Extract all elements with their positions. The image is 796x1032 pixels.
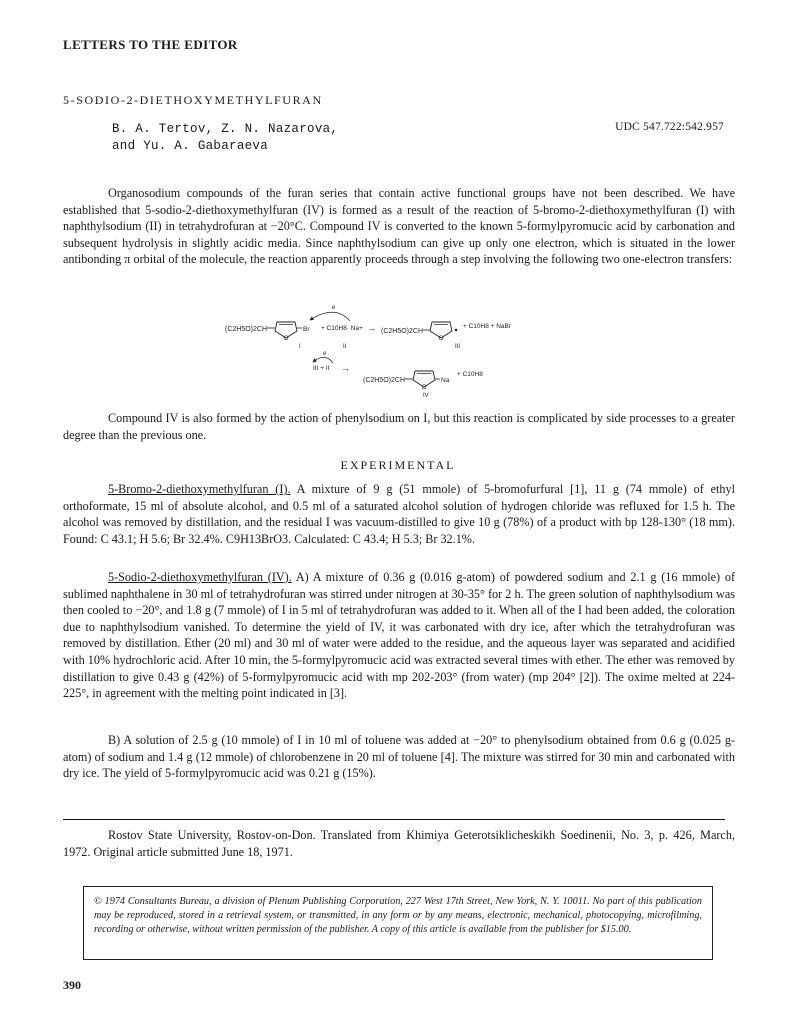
procedure-2-title: 5-Sodio-2-diethoxymethylfuran (IV). — [108, 570, 292, 584]
experimental-procedure-1 — [63, 481, 735, 547]
sodium-label: Na — [441, 377, 450, 384]
electron-transfer-arrow-2 — [313, 357, 333, 363]
intro-paragraph: Organosodium compounds of the furan series that contain active functional groups have not been described. We have established that 5-sodio-2-diethoxymethylfuran (IV) is formed as a result of the reaction of 5-bromo-2-diethoxymethylfuran (I) with naphthylsodium (II) in tetrahydrofuran at −20°C. Compound IV is converted to the known 5-formylpyromucic acid by carbonation and subsequent hydrolysis in slightly acidic media. Since naphthylsodium can give up only one electron, which is situated in the lower antibonding π orbital of the molecule, the reaction apparently proceeds through a step involving the following two one-electron transfers: — [63, 186, 735, 267]
procedure-1-title: 5-Bromo-2-diethoxymethylfuran (I). — [108, 482, 291, 496]
step2-reactants: III + II — [313, 365, 330, 372]
page-number: 390 — [63, 978, 81, 992]
procedure-1-text: A mixture of 9 g (51 mmole) of 5-bromofurfural [1], 11 g (74 mmole) of ethyl orthoformate, 15 ml of absolute alcohol, and 0.5 ml of a saturated alcohol solution of hydrogen chloride was refluxed for 1.5 h. The alcohol was removed by distillation, and the residual I was vacuum-distilled to give 10 g (78%) of a product with bp 128-130° (18 mm). Found: C 43.1; H 5.6; Br 32.4%. C9H13BrO3. Calculated: C 43.4; H 5.3; Br 32.1%. — [63, 482, 735, 546]
copyright-notice: © 1974 Consultants Bureau, a division of Plenum Publishing Corporation, 227 West 17th Street, New York, N. Y. 10011. No part of this publication may be reproduced, stored in a retrieval system, or transmitted, in any form or by any means, electronic, mechanical, photocopying, microfilming, recording or otherwise, without written permission of the publisher. A copy of this article is available from the publisher for $15.00. — [83, 886, 713, 960]
compound-label-II: II — [343, 344, 347, 350]
journal-section-header: LETTERS TO THE EDITOR — [63, 37, 238, 52]
reaction-arrow-1: → — [367, 323, 376, 333]
electron-transfer-arrow-1 — [310, 312, 350, 321]
acetal-group-III: (C2H5O)2CH — [381, 328, 424, 335]
naphthalene-nabr-products: + C10H8 + NaBr — [463, 323, 512, 330]
udc-classification: UDC 547.722:542.957 — [615, 121, 724, 133]
reaction-scheme — [225, 300, 585, 398]
experimental-procedure-2 — [63, 569, 735, 702]
experimental-heading: EXPERIMENTAL — [340, 458, 456, 472]
naphthalene-product: + C10H8 — [457, 371, 483, 378]
experimental-procedure-3: B) A solution of 2.5 g (10 mmole) of I in 10 ml of toluene was added at −20° to phenylsodium obtained from 0.6 g (0.025 g-atom) of sodium and 1.4 g (12 mmole) of chlorobenzene in 20 ml of toluene [4]. The mixture was stirred for 30 min and carbonated with dry ice. The yield of 5-formylpyromucic acid was 0.21 g (15%). — [63, 733, 735, 781]
acetal-group-I: (C2H5O)2CH — [225, 326, 268, 333]
electron-symbol-1: e — [332, 305, 336, 311]
electron-symbol-2: e — [323, 351, 327, 357]
compound-label-III: III — [455, 344, 461, 350]
comparison-paragraph: Compound IV is also formed by the action of phenylsodium on I, but this reaction is complicated by side processes to a greater degree than the previous one. — [63, 411, 735, 442]
radical-dot — [455, 329, 458, 332]
procedure-2-text: A) A mixture of 0.36 g (0.016 g-atom) of powdered sodium and 2.1 g (16 mmole) of sublimed naphthalene in 30 ml of tetrahydrofuran was stirred under nitrogen at 30-35° for 2 h. The green solution of naphthylsodium was then cooled to −20°, and 1.8 g (7 mmole) of I in 5 ml of tetrahydrofuran was added to it. When all of the I had been added, the coloration due to naphthylsodium vanished. To determine the yield of IV, it was carbonated with dry ice, after which the tetrahydrofuran was removed by distillation. Ether (20 ml) and 30 ml of water were added to the residue, and the aqueous layer was separated and acidified with 10% hydrochloric acid. After 10 min, the 5-formylpyromucic acid was extracted several times with ether. The ether was removed by distillation to give 0.43 g (42%) of 5-formylpyromucic acid with mp 202-203° (from water) (mp 204° [2]). The oxime melted at 224-225°, in agreement with the melting point indicated in [3]. — [63, 570, 735, 701]
bromine-label: Br — [303, 326, 310, 333]
footnote-divider — [63, 819, 725, 820]
ring-oxygen-IV: O — [421, 384, 427, 391]
authors-line-1: B. A. Tertov, Z. N. Nazarova, — [112, 122, 339, 136]
ring-oxygen-I: O — [283, 335, 289, 342]
author-list — [112, 121, 338, 155]
acetal-group-IV: (C2H5O)2CH — [363, 377, 406, 384]
authors-line-2: and Yu. A. Gabaraeva — [112, 139, 269, 153]
naphthylsodium-reagent: + C10H8· Na+ — [321, 325, 363, 332]
reaction-arrow-2: → — [341, 363, 350, 373]
affiliation-note: Rostov State University, Rostov-on-Don. Translated from Khimiya Geterotsiklicheskikh Soedinenii, No. 3, p. 426, March, 1972. Original article submitted June 18, 1971. — [63, 828, 735, 859]
article-title: 5-SODIO-2-DIETHOXYMETHYLFURAN — [63, 93, 323, 107]
compound-label-IV: IV — [423, 393, 429, 398]
compound-label-I: I — [299, 344, 301, 350]
ring-oxygen-III: O — [438, 335, 444, 342]
